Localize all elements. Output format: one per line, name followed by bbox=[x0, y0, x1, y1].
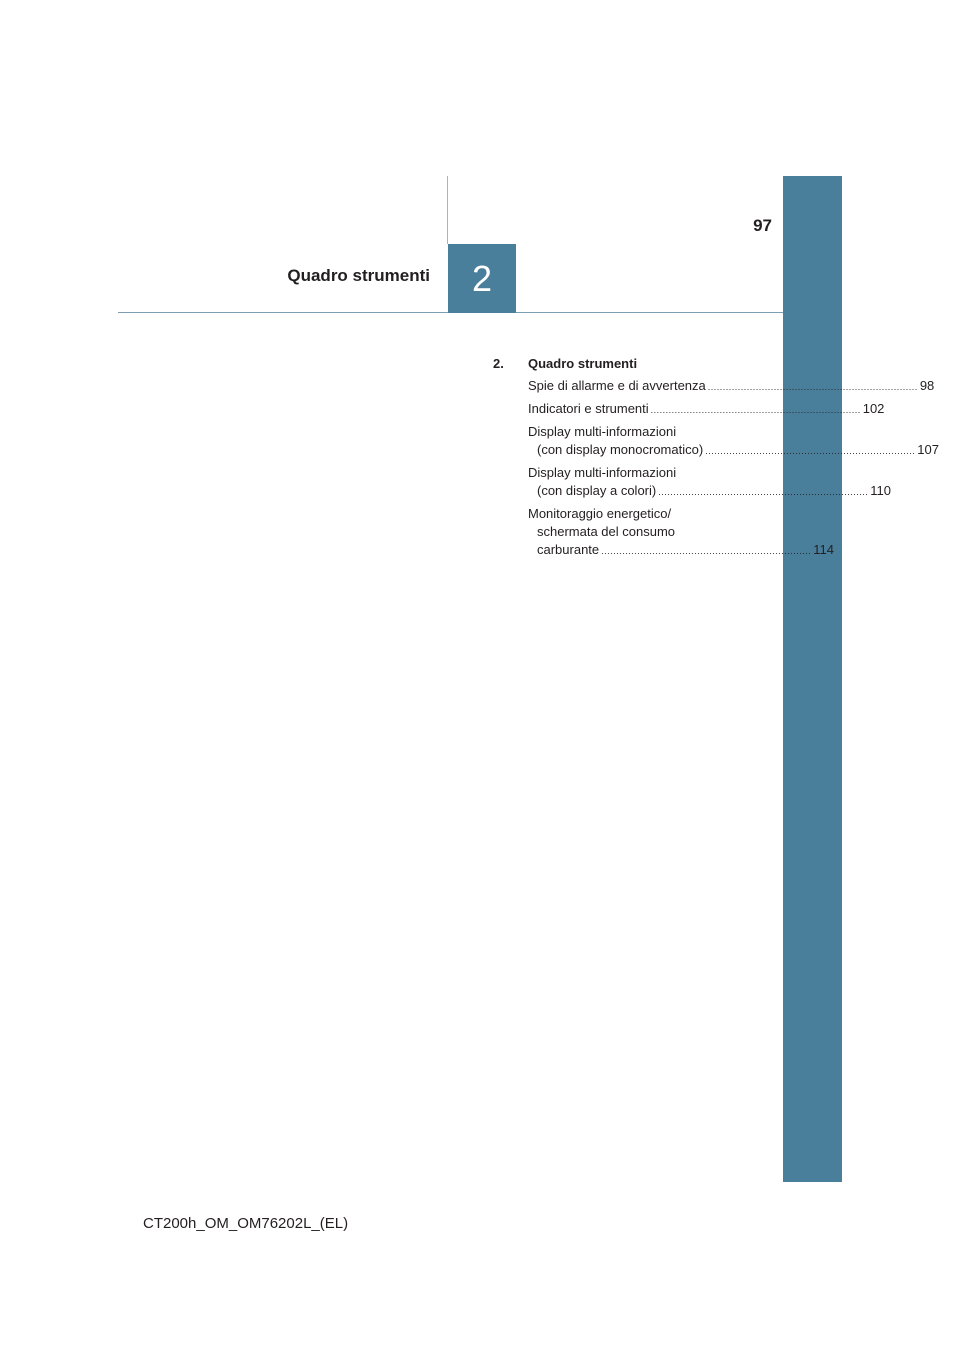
dot-leader: ...................................................................... bbox=[658, 487, 869, 497]
toc-entry-label: Indicatori e strumenti bbox=[528, 401, 649, 416]
toc-entry-page: 114 bbox=[813, 542, 834, 557]
toc-entry-page: 110 bbox=[870, 483, 891, 498]
chapter-number-box bbox=[448, 244, 516, 313]
toc-entry[interactable] bbox=[528, 505, 834, 560]
table-of-contents bbox=[493, 355, 939, 564]
toc-entry-page: 102 bbox=[862, 401, 885, 416]
toc-entry[interactable] bbox=[528, 400, 885, 419]
dot-leader: ...................................................................... bbox=[705, 446, 916, 456]
toc-entry-label: Spie di allarme e di avvertenza bbox=[528, 378, 706, 393]
toc-section-heading bbox=[493, 355, 739, 373]
toc-entry-line: Monitoraggio energetico/ bbox=[528, 506, 672, 521]
page-number: 97 bbox=[753, 216, 772, 235]
toc-entry-line: Display multi-informazioni bbox=[528, 465, 677, 480]
toc-entry[interactable] bbox=[528, 464, 891, 501]
toc-section-title: Quadro strumenti bbox=[528, 356, 638, 371]
dot-leader: ...................................................................... bbox=[601, 546, 812, 556]
toc-entry-page: 107 bbox=[917, 442, 939, 457]
dot-leader: ...................................................................... bbox=[707, 382, 918, 392]
toc-entry-page: 98 bbox=[919, 378, 935, 393]
document-code: CT200h_OM_OM76202L_(EL) bbox=[143, 1215, 349, 1232]
toc-section-number: 2. bbox=[493, 356, 504, 371]
chapter-side-tab bbox=[783, 176, 842, 1182]
toc-entry-label: carburante bbox=[537, 542, 600, 557]
toc-entry-label: (con display monocromatico) bbox=[537, 442, 704, 457]
toc-entry[interactable] bbox=[528, 377, 935, 396]
dot-leader: ...................................................................... bbox=[650, 405, 861, 415]
chapter-title: Quadro strumenti bbox=[287, 266, 430, 285]
toc-entry[interactable] bbox=[528, 423, 939, 460]
toc-entry-label: (con display a colori) bbox=[537, 483, 657, 498]
toc-entry-line: schermata del consumo bbox=[537, 524, 676, 539]
toc-entry-line: Display multi-informazioni bbox=[528, 424, 677, 439]
header-vertical-rule bbox=[447, 176, 448, 244]
chapter-number: 2 bbox=[471, 257, 493, 299]
